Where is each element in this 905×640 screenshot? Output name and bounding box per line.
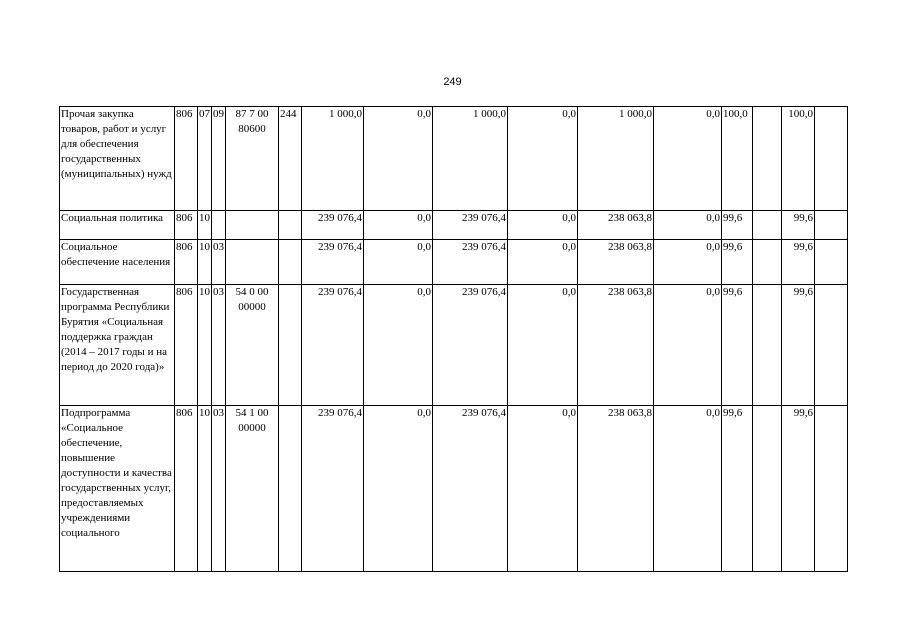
row-value-6: 0,0 <box>654 406 722 572</box>
row-vr: 244 <box>279 107 302 211</box>
row-value-5: 238 063,8 <box>578 406 654 572</box>
row-value-4: 0,0 <box>508 211 578 240</box>
row-csr: 87 7 00 80600 <box>226 107 279 211</box>
row-percent-1: 99,6 <box>722 406 753 572</box>
table-row <box>60 240 848 285</box>
row-value-5: 238 063,8 <box>578 240 654 285</box>
row-value-5: 238 063,8 <box>578 285 654 406</box>
row-rz: 10 <box>198 211 212 240</box>
row-percent-1: 99,6 <box>722 240 753 285</box>
row-value-5: 238 063,8 <box>578 211 654 240</box>
row-empty-2 <box>815 285 848 406</box>
row-value-2: 0,0 <box>364 211 433 240</box>
row-value-2: 0,0 <box>364 240 433 285</box>
row-empty-1 <box>753 285 782 406</box>
row-csr <box>226 211 279 240</box>
row-csr: 54 1 00 00000 <box>226 406 279 572</box>
row-value-1: 239 076,4 <box>302 211 364 240</box>
row-empty-1 <box>753 406 782 572</box>
row-percent-1: 99,6 <box>722 285 753 406</box>
row-vr <box>279 406 302 572</box>
row-gr: 806 <box>175 240 198 285</box>
table-row <box>60 211 848 240</box>
row-gr: 806 <box>175 285 198 406</box>
row-value-6: 0,0 <box>654 211 722 240</box>
row-pr: 03 <box>212 240 226 285</box>
row-percent-2: 100,0 <box>782 107 815 211</box>
row-pr <box>212 211 226 240</box>
row-empty-1 <box>753 211 782 240</box>
row-empty-2 <box>815 240 848 285</box>
budget-table <box>59 106 848 572</box>
row-pr: 03 <box>212 406 226 572</box>
row-pr: 09 <box>212 107 226 211</box>
row-value-1: 239 076,4 <box>302 240 364 285</box>
row-empty-2 <box>815 107 848 211</box>
row-value-4: 0,0 <box>508 285 578 406</box>
row-rz: 10 <box>198 240 212 285</box>
row-value-1: 239 076,4 <box>302 285 364 406</box>
row-name: Прочая закупка товаров, работ и услуг для обеспечения государственных (муниципальных) нужд <box>60 107 175 211</box>
row-gr: 806 <box>175 406 198 572</box>
row-value-3: 239 076,4 <box>433 285 508 406</box>
row-rz: 07 <box>198 107 212 211</box>
row-percent-1: 99,6 <box>722 211 753 240</box>
row-name: Социальная политика <box>60 211 175 240</box>
page-number: 249 <box>443 76 462 88</box>
row-rz: 10 <box>198 406 212 572</box>
row-value-2: 0,0 <box>364 107 433 211</box>
row-value-4: 0,0 <box>508 240 578 285</box>
row-percent-1: 100,0 <box>722 107 753 211</box>
row-empty-2 <box>815 406 848 572</box>
row-empty-1 <box>753 107 782 211</box>
row-value-3: 239 076,4 <box>433 406 508 572</box>
row-value-2: 0,0 <box>364 285 433 406</box>
row-csr: 54 0 00 00000 <box>226 285 279 406</box>
row-value-2: 0,0 <box>364 406 433 572</box>
row-percent-2: 99,6 <box>782 285 815 406</box>
row-value-6: 0,0 <box>654 240 722 285</box>
row-value-4: 0,0 <box>508 406 578 572</box>
row-percent-2: 99,6 <box>782 211 815 240</box>
row-percent-2: 99,6 <box>782 240 815 285</box>
row-value-5: 1 000,0 <box>578 107 654 211</box>
table-row <box>60 107 848 211</box>
row-percent-2: 99,6 <box>782 406 815 572</box>
row-empty-1 <box>753 240 782 285</box>
row-name: Государственная программа Республики Бурятия «Социальная поддержка граждан (2014 – 2017 годы и на период до 2020 года)» <box>60 285 175 406</box>
row-value-6: 0,0 <box>654 107 722 211</box>
row-vr <box>279 285 302 406</box>
row-value-1: 239 076,4 <box>302 406 364 572</box>
row-value-6: 0,0 <box>654 285 722 406</box>
row-name: Подпрограмма «Социальное обеспечение, повышение доступности и качества государственных услуг, предоставляемых учреждениями социального <box>60 406 175 572</box>
table-row <box>60 285 848 406</box>
row-value-3: 239 076,4 <box>433 211 508 240</box>
row-csr <box>226 240 279 285</box>
row-value-3: 1 000,0 <box>433 107 508 211</box>
row-name: Социальное обеспечение населения <box>60 240 175 285</box>
table-row <box>60 406 848 572</box>
row-vr <box>279 211 302 240</box>
row-rz: 10 <box>198 285 212 406</box>
row-value-4: 0,0 <box>508 107 578 211</box>
row-vr <box>279 240 302 285</box>
row-pr: 03 <box>212 285 226 406</box>
row-gr: 806 <box>175 107 198 211</box>
row-gr: 806 <box>175 211 198 240</box>
row-value-1: 1 000,0 <box>302 107 364 211</box>
row-value-3: 239 076,4 <box>433 240 508 285</box>
row-empty-2 <box>815 211 848 240</box>
